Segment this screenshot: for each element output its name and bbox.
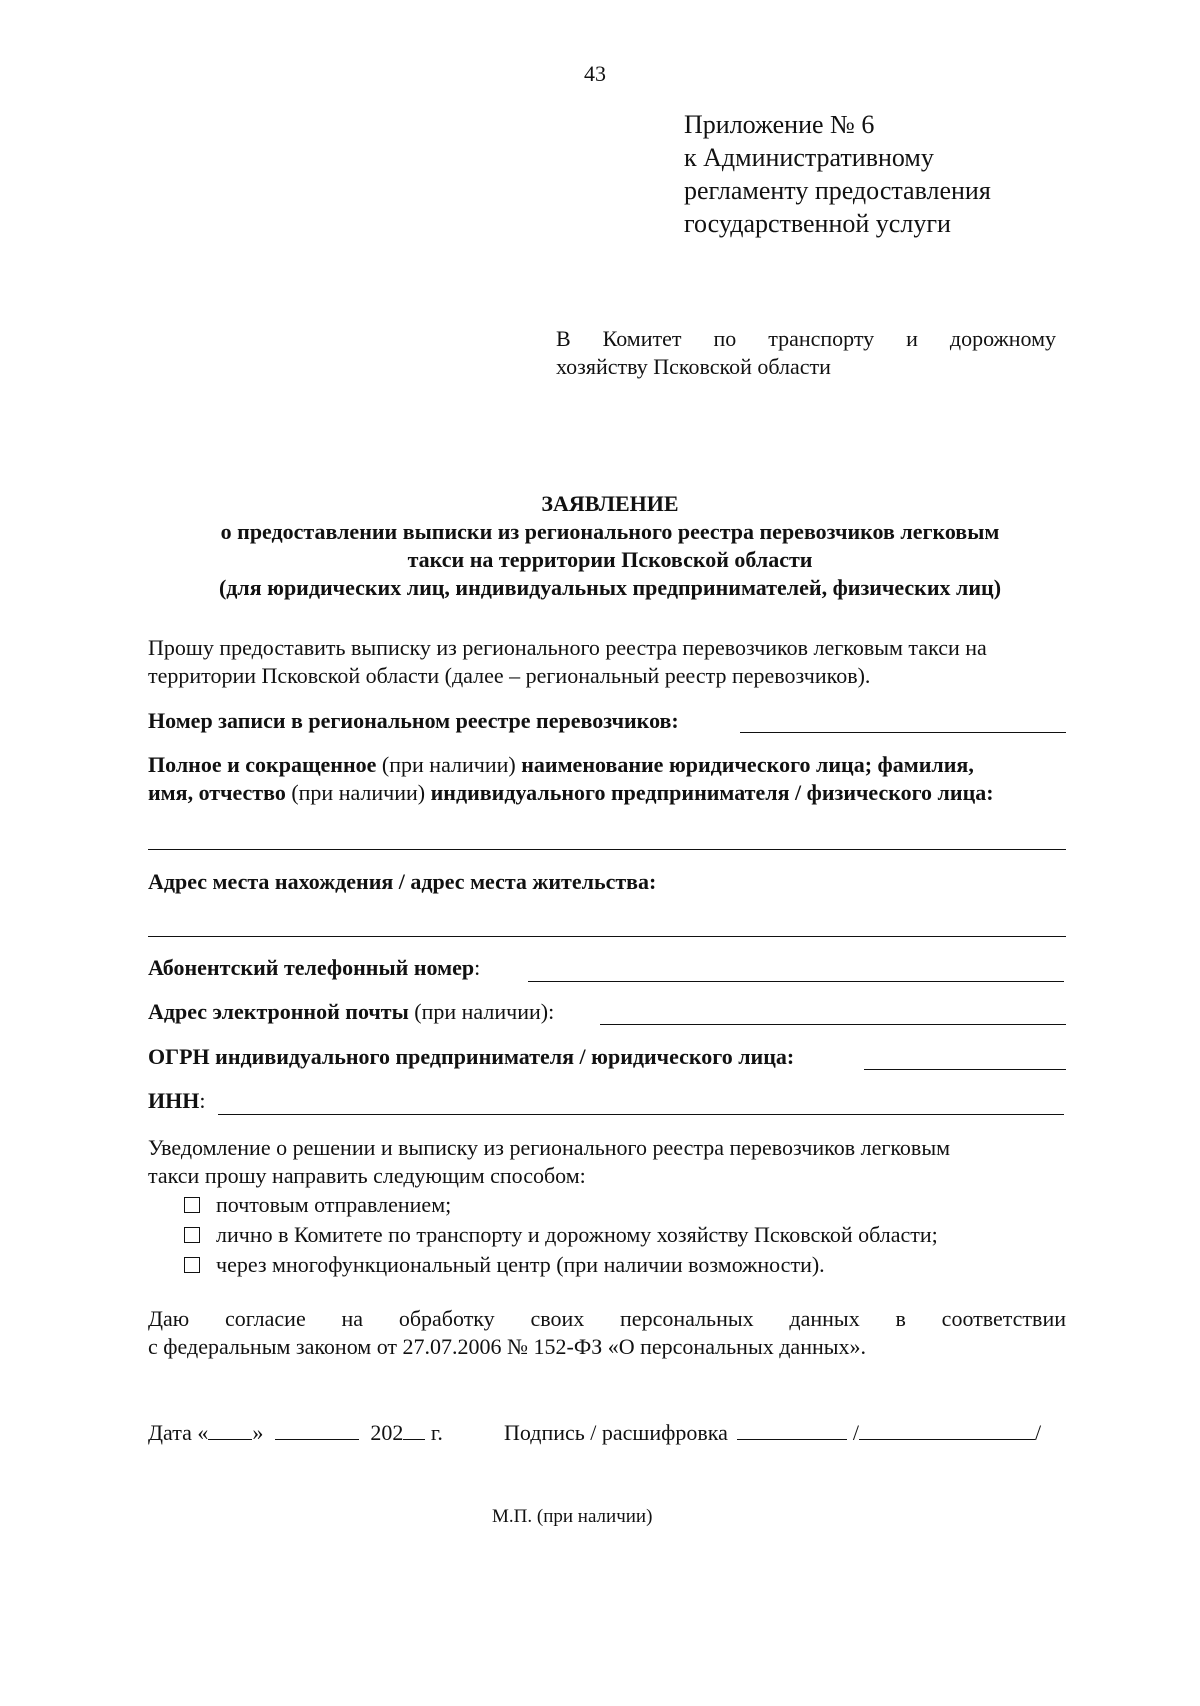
year-prefix: 202 (370, 1420, 404, 1445)
option-label: через многофункциональный центр (при наличии возможности). (216, 1252, 825, 1277)
date-close-quote: » (252, 1420, 264, 1445)
record-number-input-line[interactable] (740, 732, 1066, 733)
signature-input-line[interactable] (737, 1438, 847, 1440)
delivery-option-mail[interactable] (184, 1190, 938, 1220)
address-label: Адрес места нахождения / адрес места жительства: (148, 869, 657, 894)
consent-line: Даю согласие на обработку своих персональных данных в соответствии (148, 1306, 1066, 1331)
month-input-line[interactable] (275, 1438, 359, 1440)
delivery-option-in-person[interactable] (184, 1220, 938, 1250)
request-line: территории Псковской области (далее – региональный реестр перевозчиков). (148, 663, 871, 688)
record-number-label: Номер записи в региональном реестре перевозчиков: (148, 708, 679, 733)
day-input-line[interactable] (208, 1438, 252, 1440)
checkbox-icon[interactable] (184, 1227, 200, 1243)
name-label-part: (при наличии) (381, 752, 516, 777)
name-label-part: имя, отчество (148, 780, 286, 805)
addressee-block (556, 325, 1056, 381)
email-field (148, 998, 554, 1026)
phone-field (148, 954, 480, 982)
inn-field (148, 1087, 205, 1115)
checkbox-icon[interactable] (184, 1197, 200, 1213)
ogrn-input-line[interactable] (864, 1069, 1066, 1070)
name-label-part: Полное и сокращенное (148, 752, 377, 777)
signature-name-input-line[interactable] (859, 1438, 1035, 1440)
phone-input-line[interactable] (528, 981, 1064, 982)
addressee-word: транспорту (768, 326, 875, 351)
option-label: лично в Комитете по транспорту и дорожному хозяйству Псковской области; (216, 1222, 938, 1247)
addressee-word: В (556, 326, 571, 351)
addressee-line-2: хозяйству Псковской области (556, 354, 831, 379)
consent-line: с федеральным законом от 27.07.2006 № 152-ФЗ «О персональных данных». (148, 1334, 867, 1359)
addressee-word: по (713, 326, 737, 351)
email-label-note: (при наличии): (414, 999, 555, 1024)
year-input-line[interactable] (403, 1438, 425, 1440)
addressee-word: Комитет (602, 326, 682, 351)
address-input-line[interactable] (148, 936, 1066, 937)
checkbox-icon[interactable] (184, 1257, 200, 1273)
date-label: Дата « (148, 1420, 209, 1445)
page-number: 43 (584, 61, 606, 86)
signature-end-slash: / (1035, 1420, 1042, 1445)
notification-block (148, 1134, 1068, 1190)
record-number-field (148, 707, 679, 735)
date-field (148, 1419, 443, 1447)
phone-label: Абонентский телефонный номер (148, 955, 475, 980)
signature-separator: / (852, 1420, 860, 1445)
appendix-line: государственной услуги (684, 209, 951, 238)
name-input-line[interactable] (148, 849, 1066, 850)
name-field-label (148, 751, 1068, 807)
consent-block (148, 1305, 1066, 1361)
ogrn-label: ОГРН индивидуального предпринимателя / юридического лица: (148, 1044, 795, 1069)
notification-line: Уведомление о решении и выписку из регионального реестра перевозчиков легковым (148, 1135, 951, 1160)
notification-line: такси прошу направить следующим способом: (148, 1163, 586, 1188)
name-label-part: наименование юридического лица; фамилия, (521, 752, 974, 777)
document-title (150, 490, 1070, 602)
name-label-part: индивидуального предпринимателя / физического лица: (430, 780, 994, 805)
signature-label: Подпись / расшифровка (504, 1420, 728, 1445)
title-sub: (для юридических лиц, индивидуальных предпринимателей, физических лиц) (218, 575, 1002, 600)
title-main: ЗАЯВЛЕНИЕ (541, 491, 679, 516)
inn-label: ИНН (148, 1088, 200, 1113)
inn-colon: : (199, 1088, 206, 1113)
title-sub: о предоставлении выписки из регионального реестра перевозчиков легковым (220, 519, 1000, 544)
appendix-line: регламенту предоставления (684, 176, 991, 205)
appendix-line: к Административному (684, 143, 934, 172)
appendix-line: Приложение № 6 (684, 110, 875, 139)
appendix-block (684, 108, 991, 240)
email-input-line[interactable] (600, 1024, 1066, 1025)
request-paragraph (148, 634, 1068, 690)
addressee-word: и (906, 326, 918, 351)
title-sub: такси на территории Псковской области (407, 547, 813, 572)
delivery-options (184, 1190, 938, 1280)
email-label: Адрес электронной почты (148, 999, 409, 1024)
addressee-word: дорожному (949, 326, 1056, 351)
inn-input-line[interactable] (218, 1114, 1064, 1115)
request-line: Прошу предоставить выписку из регионального реестра перевозчиков легковым такси на (148, 635, 987, 660)
phone-colon: : (474, 955, 481, 980)
year-suffix: г. (430, 1420, 443, 1445)
signature-field (504, 1419, 1041, 1447)
addressee-line-1 (556, 325, 1056, 353)
delivery-option-mfc[interactable] (184, 1250, 938, 1280)
name-label-part: (при наличии) (291, 780, 426, 805)
stamp-note: М.П. (при наличии) (492, 1506, 653, 1527)
option-label: почтовым отправлением; (216, 1192, 452, 1217)
